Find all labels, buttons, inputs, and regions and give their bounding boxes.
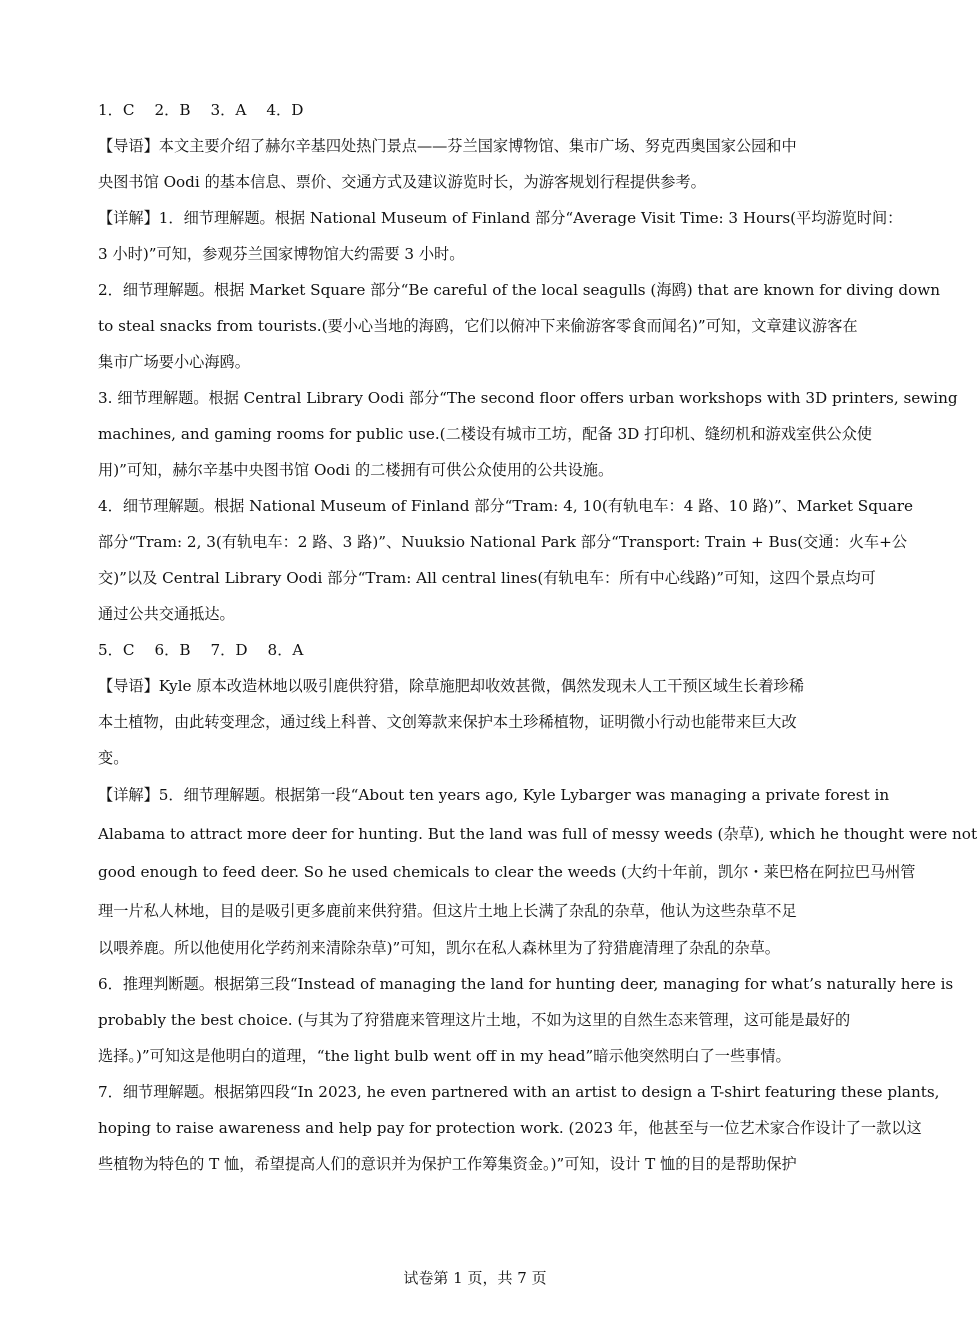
answer-explanation-body — [98, 92, 977, 1182]
text-line: 变。 — [98, 749, 129, 767]
text-line: 3 小时)”可知，参观芬兰国家博物馆大约需要 3 小时。 — [98, 245, 465, 263]
text-line: 7．细节理解题。根据第四段“In 2023, he even partnered with an artist to design a T-shirt featuring these plants, — [98, 1083, 940, 1101]
text-line: 【导语】本文主要介绍了赫尔辛基四处热门景点——芬兰国家博物馆、集市广场、努克西奥国家公园和中 — [98, 137, 797, 155]
text-line: 理一片私人林地，目的是吸引更多鹿前来供狩猎。但这片土地上长满了杂乱的杂草，他认为这些杂草不足 — [98, 901, 797, 920]
text-line: 些植物为特色的 T 恤，希望提高人们的意识并为保护工作筹集资金。)”可知，设计 T 恤的目的是帮助保护 — [98, 1155, 797, 1173]
text-line: 部分“Tram: 2, 3(有轨电车：2 路、3 路)”、Nuuksio National Park 部分“Transport: Train + Bus(交通：火车+公 — [98, 533, 908, 551]
text-line: machines, and gaming rooms for public use.(二楼设有城市工坊，配备 3D 打印机、缝纫机和游戏室供公众使 — [98, 425, 872, 443]
text-line: hoping to raise awareness and help pay for protection work. (2023 年，他甚至与一位艺术家合作设计了一款以这 — [98, 1119, 922, 1137]
text-line: 通过公共交通抵达。 — [98, 605, 235, 623]
text-line: 【详解】1．细节理解题。根据 National Museum of Finland 部分“Average Visit Time: 3 Hours(平均游览时间： — [98, 209, 903, 227]
text-line: 用)”可知，赫尔辛基中央图书馆 Oodi 的二楼拥有可供公众使用的公共设施。 — [98, 461, 614, 479]
text-line: 3. 细节理解题。根据 Central Library Oodi 部分“The second floor offers urban workshops with 3D printers, sewing — [98, 389, 958, 407]
text-line: 6．推理判断题。根据第三段“Instead of managing the land for hunting deer, managing for what’s naturally here is — [98, 975, 954, 993]
text-line: 【详解】5．细节理解题。根据第一段“About ten years ago, Kyle Lybarger was managing a private forest in — [98, 786, 890, 804]
text-line: 2．细节理解题。根据 Market Square 部分“Be careful of the local seagulls (海鸥) that are known for diving down — [98, 281, 941, 299]
text-line: 以喂养鹿。所以他使用化学药剂来清除杂草)”可知，凯尔在私人森林里为了狩猎鹿清理了杂乱的杂草。 — [98, 939, 780, 957]
text-line: 【导语】Kyle 原本改造林地以吸引鹿供狩猎，除草施肥却收效甚微，偶然发现未人工干预区域生长着珍稀 — [98, 677, 804, 695]
page-footer: 试卷第 1 页，共 7 页 — [403, 1269, 547, 1287]
text-line: good enough to feed deer. So he used chemicals to clear the weeds (大约十年前，凯尔・莱巴格在阿拉巴马州管 — [98, 863, 916, 881]
text-line: 央图书馆 Oodi 的基本信息、票价、交通方式及建议游览时长，为游客规划行程提供参考。 — [98, 173, 706, 191]
text-line: 交)”以及 Central Library Oodi 部分“Tram: All central lines(有轨电车：所有中心线路)”可知，这四个景点均可 — [98, 569, 876, 587]
text-line: 选择。)”可知这是他明白的道理，“the light bulb went off in my head”暗示他突然明白了一些事情。 — [98, 1047, 791, 1065]
text-line: 4．细节理解题。根据 National Museum of Finland 部分“Tram: 4, 10(有轨电车：4 路、10 路)”、Market Square — [98, 497, 914, 515]
text-line: 本土植物，由此转变理念，通过线上科普、文创筹款来保护本土珍稀植物，证明微小行动也能带来巨大改 — [98, 713, 797, 731]
answer-key-line: 1．C 2．B 3．A 4．D — [98, 101, 304, 119]
text-line: to steal snacks from tourists.(要小心当地的海鸥，它们以俯冲下来偷游客零食而闻名)”可知，文章建议游客在 — [98, 317, 858, 335]
text-line: Alabama to attract more deer for hunting. But the land was full of messy weeds (杂草), which he thought were not — [98, 824, 977, 843]
text-line: 集市广场要小心海鸥。 — [98, 353, 250, 371]
text-line: probably the best choice. (与其为了狩猎鹿来管理这片土地，不如为这里的自然生态来管理，这可能是最好的 — [98, 1011, 851, 1029]
answer-key-line: 5．C 6．B 7．D 8．A — [98, 641, 304, 659]
